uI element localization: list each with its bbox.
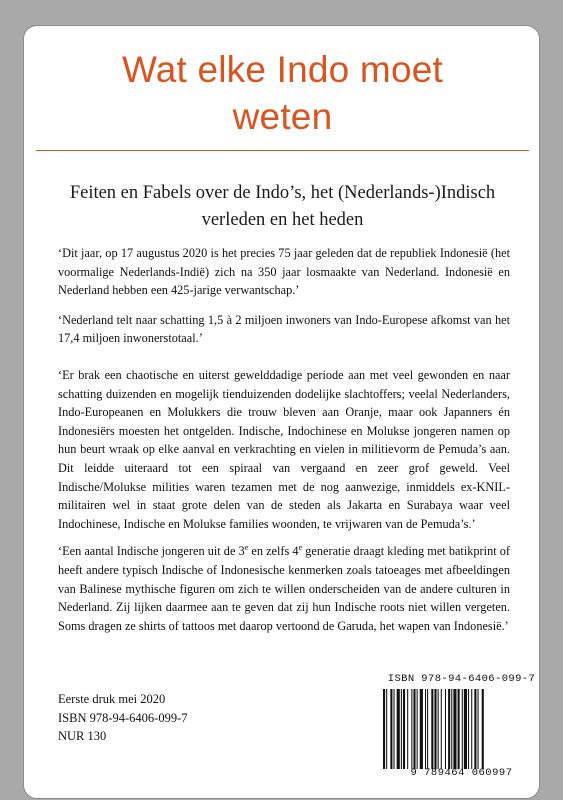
quote-4 bbox=[58, 542, 510, 635]
isbn-barcode bbox=[379, 673, 544, 783]
subtitle-line-2: verleden en het heden bbox=[201, 210, 364, 230]
back-cover-panel bbox=[23, 25, 540, 799]
quote-4-part-c: generatie draagt kleding met batikprint of heeft andere typisch Indische of Indonesische kenmerken zoals tatoeages met afbeeldingen van Balinese mythische figuren om zich te willen onderscheiden van de andere culturen in Nederland. Zij lijken daarmee aan te geven dat zij hun Indische roots niet willen vergeten. Soms dragen ze shirts of tattoos met daarop vertoond de Garuda, het wapen van Indonesië.’ bbox=[58, 544, 510, 633]
colophon bbox=[58, 690, 188, 746]
barcode-isbn-label: ISBN 978-94-6406-099-7 bbox=[387, 673, 536, 685]
quote-2: ‘Nederland telt naar schatting 1,5 à 2 miljoen inwoners van Indo-Europese afkomst van het 17,4 miljoen inwonerstotaal.’ bbox=[58, 312, 510, 346]
subtitle-line-1: Feiten en Fabels over de Indo’s, het (Nederlands-)Indisch bbox=[69, 183, 496, 203]
book-title-line-2: weten bbox=[232, 96, 333, 137]
quote-4-superscript-2: e bbox=[298, 543, 303, 553]
book-subtitle bbox=[34, 180, 531, 234]
edition-line: Eerste druk mei 2020 bbox=[58, 692, 166, 706]
quote-4-part-a: ‘Een aantal Indische jongeren uit de 3 bbox=[58, 544, 245, 559]
quote-4-part-b: en zelfs 4 bbox=[248, 544, 299, 559]
isbn-line: ISBN 978-94-6406-099-7 bbox=[58, 710, 188, 725]
quote-1: ‘Dit jaar, op 17 augustus 2020 is het precies 75 jaar geleden dat de republiek Indonesië (het voormalige Nederlands-Indië) zich na 350 jaar losmaakte van Nederland. Indonesië en Nederland hebben een 425-jarige verwantschap.’ bbox=[58, 246, 510, 298]
book-title-line-1: Wat elke Indo moet bbox=[122, 49, 443, 90]
barcode-ean-digits: 9 789464 060997 bbox=[410, 767, 513, 779]
title-divider bbox=[36, 150, 529, 151]
book-title bbox=[24, 46, 541, 140]
quote-3: ‘Er brak een chaotische en uiterst gewelddadige periode aan met veel gewonden en naar schatting duizenden en mogelijk tienduizenden dodelijke slachtoffers; veelal Nederlanders, Indo-Europeanen en Molukkers die trouw bleven aan Oranje, maar ook Japanners én Indonesiërs moesten het ontgelden. Indische, Indochinese en Molukse jongeren namen op hun beurt wraak op elke aanval en verkrachting en vielen in militievorm de Pemuda’s aan. Dit leidde uiteraard tot een spiraal van vergaand en zeer grof geweld. Veel Indische/Molukse milities waren tezamen met de nog aanwezige, inmiddels ex-KNIL-militairen wel in staat grote delen van de steden als Jakarta en Surabaya waar veel Indochinese, Indische en Molukse families woonden, te vrijwaren van de Pemuda’s.’ bbox=[58, 367, 510, 531]
quote-4-superscript-1: e bbox=[244, 543, 249, 553]
quotes-block bbox=[58, 244, 510, 646]
barcode-bars-icon bbox=[379, 689, 544, 769]
nur-line: NUR 130 bbox=[58, 729, 107, 743]
